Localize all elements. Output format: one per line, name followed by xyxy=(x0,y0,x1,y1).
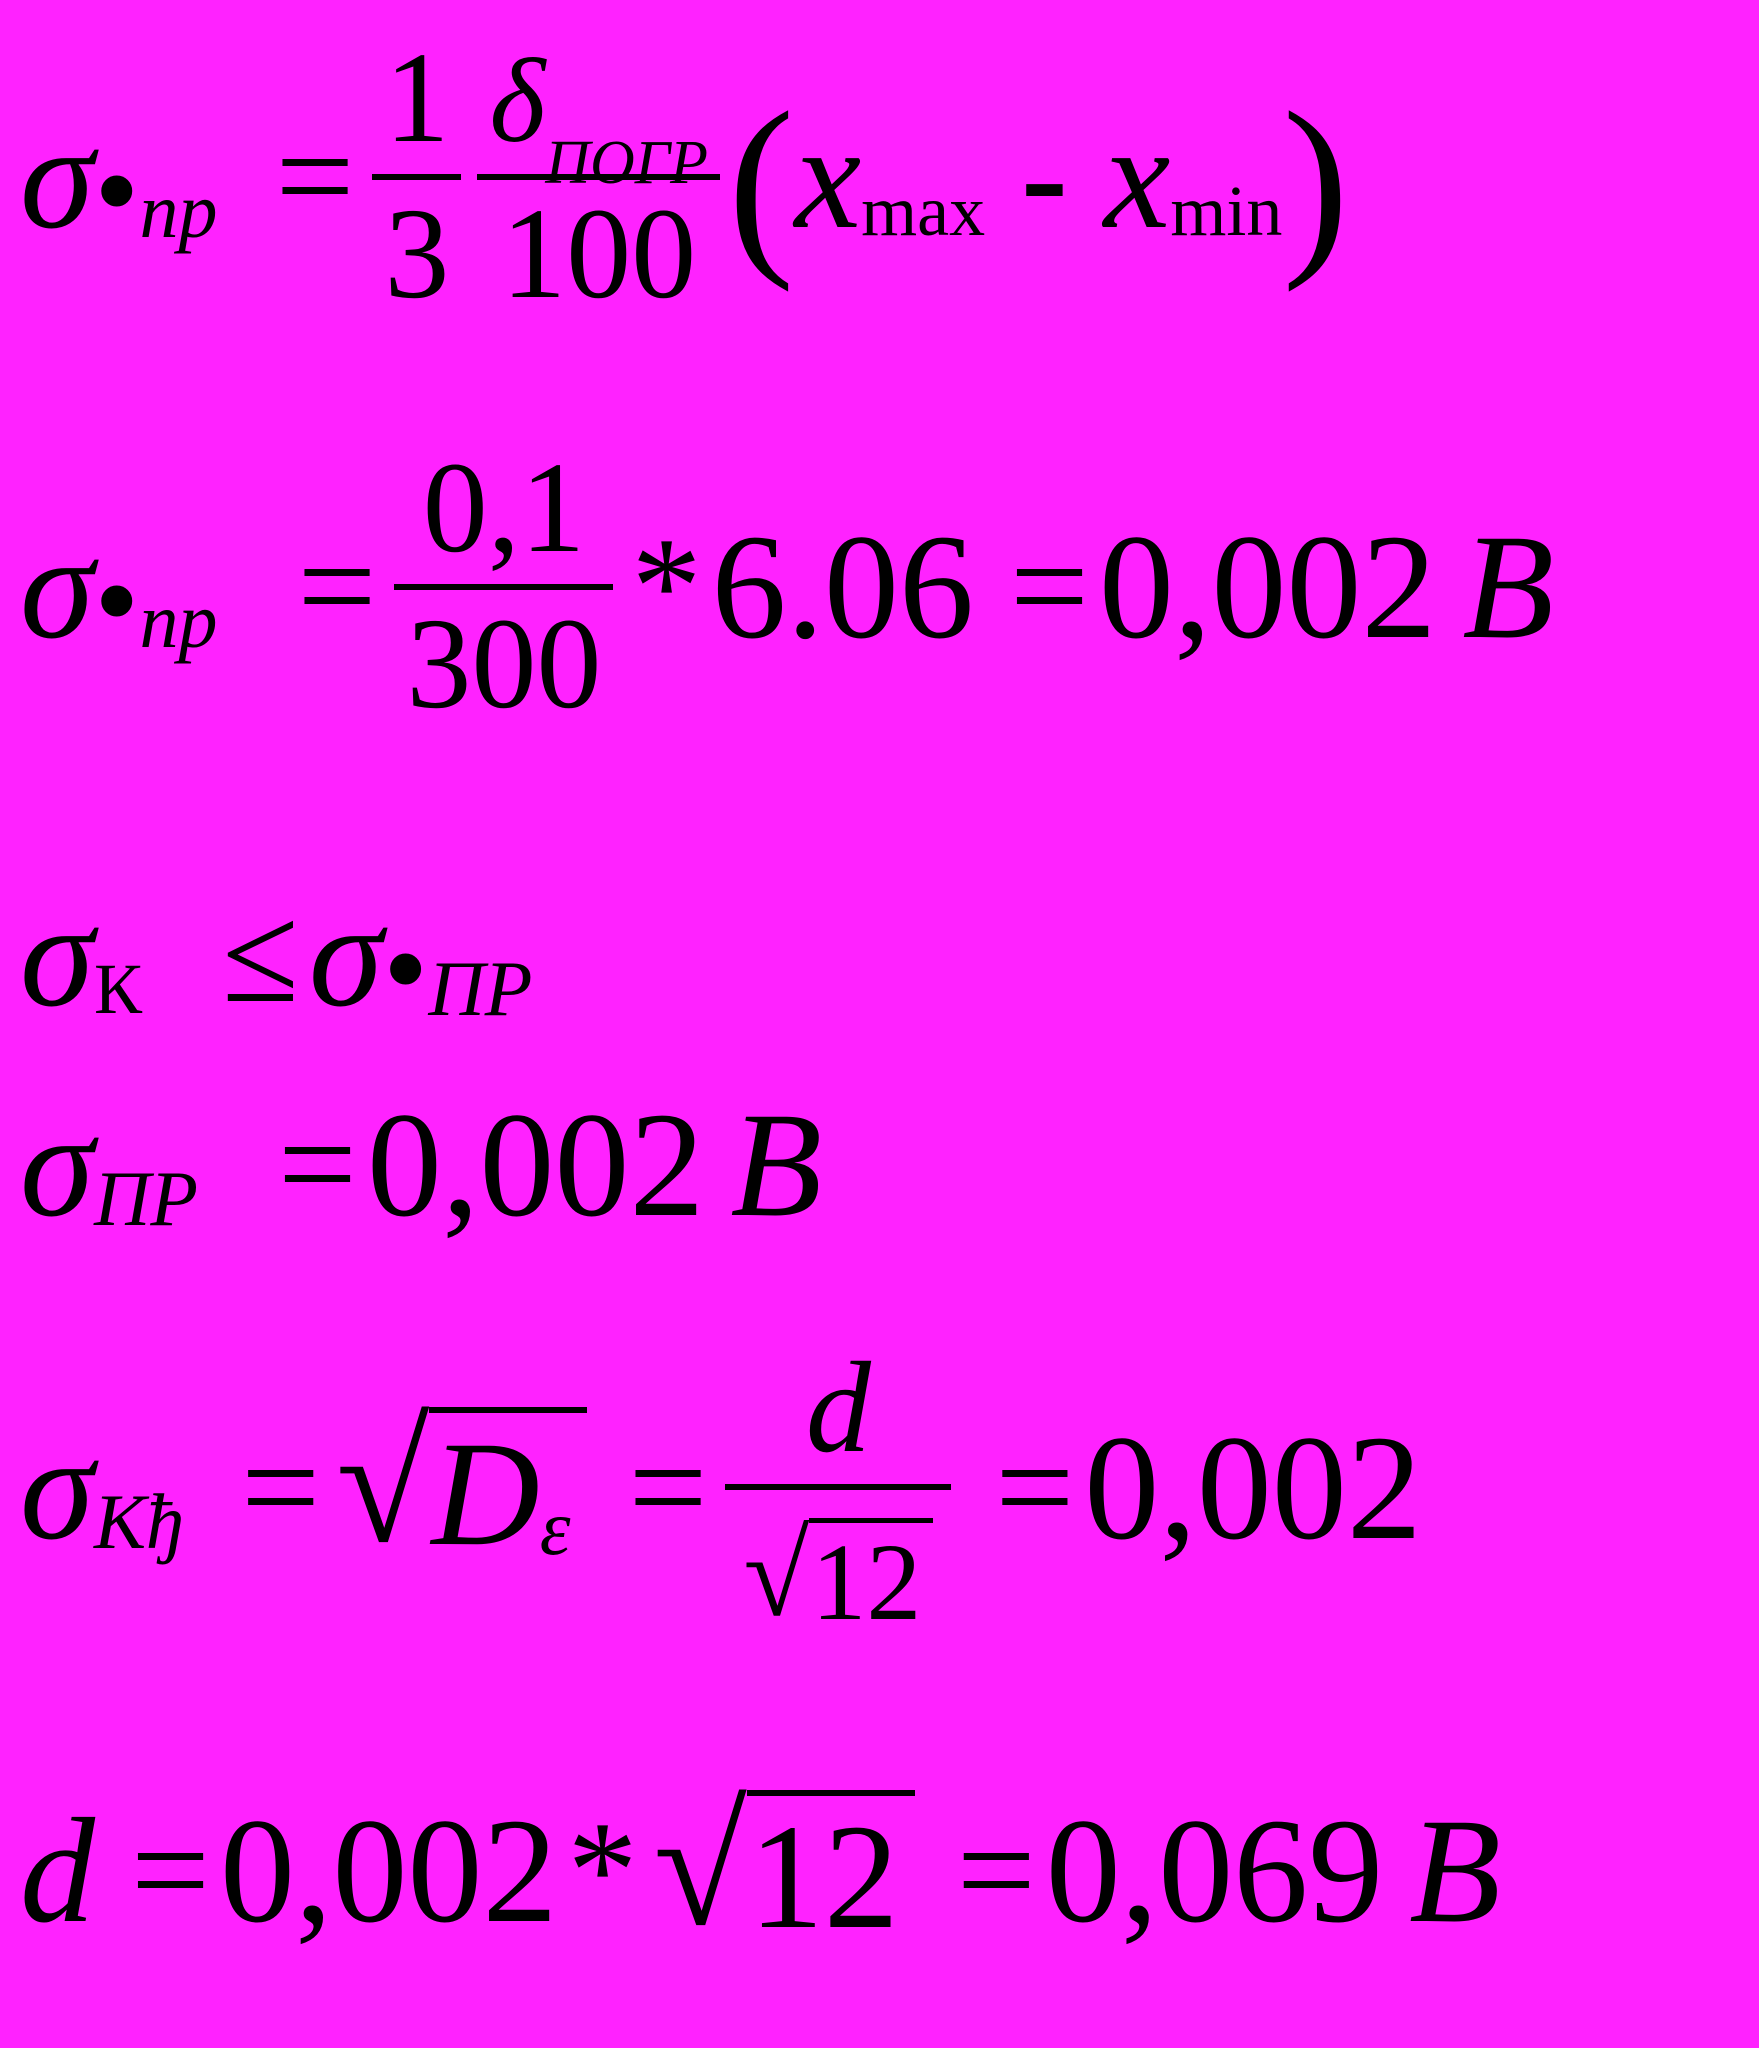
value-0002: 0,002 xyxy=(219,1788,558,1954)
radicand xyxy=(747,1790,915,1960)
unit-volt: В xyxy=(730,1082,823,1248)
result-value: 0,002 xyxy=(1098,503,1437,670)
formula-d-value xyxy=(20,1773,1501,1961)
sigma-symbol: σ xyxy=(20,503,94,670)
fraction-numerator: 1 xyxy=(384,26,450,170)
equals-sign-2: = xyxy=(628,1410,708,1566)
delta-symbol: δ xyxy=(489,34,546,167)
radicand-value: 12 xyxy=(748,1794,899,1960)
radicand xyxy=(809,1518,933,1643)
fraction-bar xyxy=(394,584,613,590)
fraction-denominator: 3 xyxy=(384,181,450,326)
result-value: 0,002 xyxy=(366,1082,705,1248)
multiplication-sign: * xyxy=(631,508,702,664)
dot-separator: • xyxy=(93,528,140,673)
square-root-12 xyxy=(653,1773,914,1961)
close-parenthesis: ) xyxy=(1282,71,1349,293)
sigma-symbol-2: σ xyxy=(308,872,383,1038)
equals-sign: = xyxy=(277,1087,357,1242)
subscript-kh: Кђ xyxy=(93,1478,184,1566)
factor-value: 6.06 xyxy=(711,503,974,670)
minus-sign: - xyxy=(1021,98,1068,254)
fraction-denominator xyxy=(725,1496,951,1643)
subscript-pr: ПР xyxy=(428,945,533,1032)
square-root-12 xyxy=(743,1507,933,1643)
equals-sign-2: = xyxy=(1009,508,1089,664)
variable-d: d xyxy=(20,1788,95,1954)
equals-sign: = xyxy=(131,1793,210,1948)
equals-sign-3: = xyxy=(995,1410,1075,1566)
fraction-01-over-300 xyxy=(394,436,613,736)
variable-d: D xyxy=(431,1411,540,1578)
subscript-max: max xyxy=(861,170,986,251)
fraction-numerator: 0,1 xyxy=(422,436,586,580)
radical-sign: √ xyxy=(743,1507,810,1641)
radical-sign: √ xyxy=(653,1773,747,1961)
equals-sign-2: = xyxy=(956,1793,1036,1948)
sigma-symbol: σ xyxy=(20,93,94,260)
result-value: 0,002 xyxy=(1084,1405,1422,1572)
fraction-bar xyxy=(372,174,461,180)
sigma-symbol: σ xyxy=(20,1405,94,1572)
unit-volt: В xyxy=(1409,1788,1501,1954)
open-parenthesis: ( xyxy=(727,71,795,293)
formula-sigma-pr-result xyxy=(20,1082,823,1248)
unit-volt: В xyxy=(1462,503,1555,670)
subscript-pr: пр xyxy=(139,166,218,254)
result-value: 0,069 xyxy=(1045,1788,1384,1954)
formula-sigma-pr-value xyxy=(20,436,1555,736)
subscript-epsilon: ε xyxy=(539,1484,571,1572)
fraction-numerator xyxy=(477,30,719,197)
dot-separator: • xyxy=(382,897,429,1041)
fraction-numerator: d xyxy=(805,1336,871,1480)
radicand-value: 12 xyxy=(811,1520,922,1643)
fraction-denominator: 300 xyxy=(406,591,602,736)
sigma-symbol: σ xyxy=(20,872,94,1038)
square-root-d-epsilon xyxy=(336,1390,586,1579)
radicand xyxy=(429,1407,586,1578)
less-equal-sign: ≤ xyxy=(222,877,299,1032)
formula-sigma-kh-sqrt xyxy=(20,1336,1422,1643)
subscript-pogr: ПОГР xyxy=(545,128,708,197)
fraction-one-third xyxy=(372,26,461,326)
formula-sigma-pr-definition xyxy=(20,26,1349,326)
equals-sign: = xyxy=(297,508,377,664)
formula-sigma-k-le-sigma-pr xyxy=(20,872,533,1041)
dot-separator: • xyxy=(93,118,140,263)
sigma-symbol: σ xyxy=(20,1082,94,1248)
subscript-pr: ПР xyxy=(93,1155,198,1242)
fraction-denominator: 100 xyxy=(501,181,697,326)
subscript-k: К xyxy=(93,949,143,1029)
variable-x-max: x xyxy=(794,93,862,260)
subscript-min: min xyxy=(1170,170,1283,251)
equals-sign: = xyxy=(275,98,355,254)
equals-sign: = xyxy=(241,1410,321,1566)
multiplication-sign: * xyxy=(567,1793,638,1948)
variable-x-min: x xyxy=(1103,93,1171,260)
fraction-bar xyxy=(725,1484,951,1490)
fraction-d-over-sqrt12 xyxy=(725,1336,951,1643)
subscript-pr: пр xyxy=(139,576,218,664)
fraction-delta-over-100 xyxy=(477,30,719,324)
radical-sign: √ xyxy=(336,1390,430,1579)
